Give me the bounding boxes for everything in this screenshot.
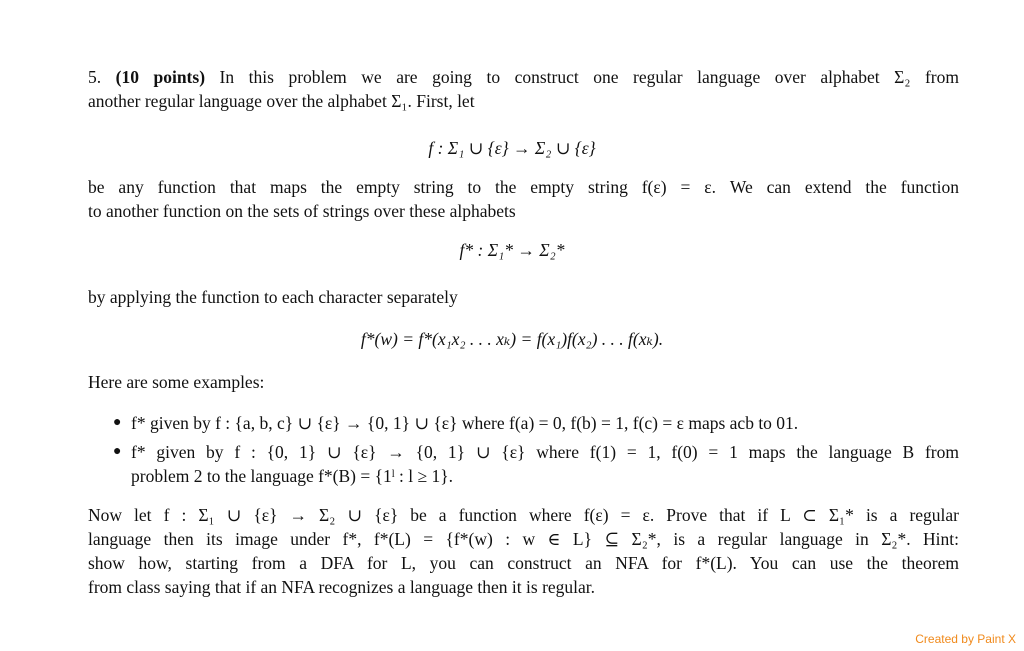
problem-number: 5.: [88, 67, 102, 87]
task-line-1: Now let f : Σ₁ ∪ {ε} → Σ₂ ∪ {ε} be a function where f(ε) = ε. Prove that if L ⊂ Σ₁* is a regular: [88, 505, 959, 525]
intro-text: In this problem we are going to construct one regular language over alphabet Σ₂ from: [219, 67, 959, 87]
paragraph-line-5: by applying the function to each character separately: [88, 287, 458, 307]
equation-fstar-w: f*(w) = f*(x₁x₂ . . . xₖ) = f(x₁)f(x₂) . . . f(xₖ).: [360, 329, 664, 349]
bullet-icon: ●: [113, 444, 122, 459]
equation-fstar: f* : Σ₁* → Σ₂*: [459, 240, 565, 260]
problem-intro-line-2: another regular language over the alphabet Σ₁. First, let: [88, 91, 475, 111]
watermark: Created by Paint X: [915, 632, 1016, 646]
example-2-line-2: problem 2 to the language f*(B) = {1ˡ : l ≥ 1}.: [131, 466, 454, 486]
task-line-2: language then its image under f*, f*(L) = {f*(w) : w ∈ L} ⊆ Σ₂*, is a regular language in Σ₂*. Hint:: [88, 529, 959, 549]
example-1: f* given by f : {a, b, c} ∪ {ε} → {0, 1} ∪ {ε} where f(a) = 0, f(b) = 1, f(c) = ε maps acb to 01.: [131, 413, 799, 433]
bullet-icon: ●: [113, 415, 122, 430]
equation-f: f : Σ₁ ∪ {ε} → Σ₂ ∪ {ε}: [428, 138, 596, 158]
example-2-line-1: f* given by f : {0, 1} ∪ {ε} → {0, 1} ∪ {ε} where f(1) = 1, f(0) = 1 maps the language B from: [131, 442, 959, 462]
task-line-4: from class saying that if an NFA recognizes a language then it is regular.: [88, 577, 596, 597]
task-line-3: show how, starting from a DFA for L, you can construct an NFA for f*(L). You can use the theorem: [88, 553, 959, 573]
paragraph-line-3: be any function that maps the empty string to the empty string f(ε) = ε. We can extend the function: [88, 177, 959, 197]
problem-intro-line-1: [88, 66, 959, 88]
problem-points: (10 points): [115, 67, 206, 87]
paragraph-line-4: to another function on the sets of strings over these alphabets: [88, 201, 516, 221]
examples-heading: Here are some examples:: [88, 372, 265, 392]
